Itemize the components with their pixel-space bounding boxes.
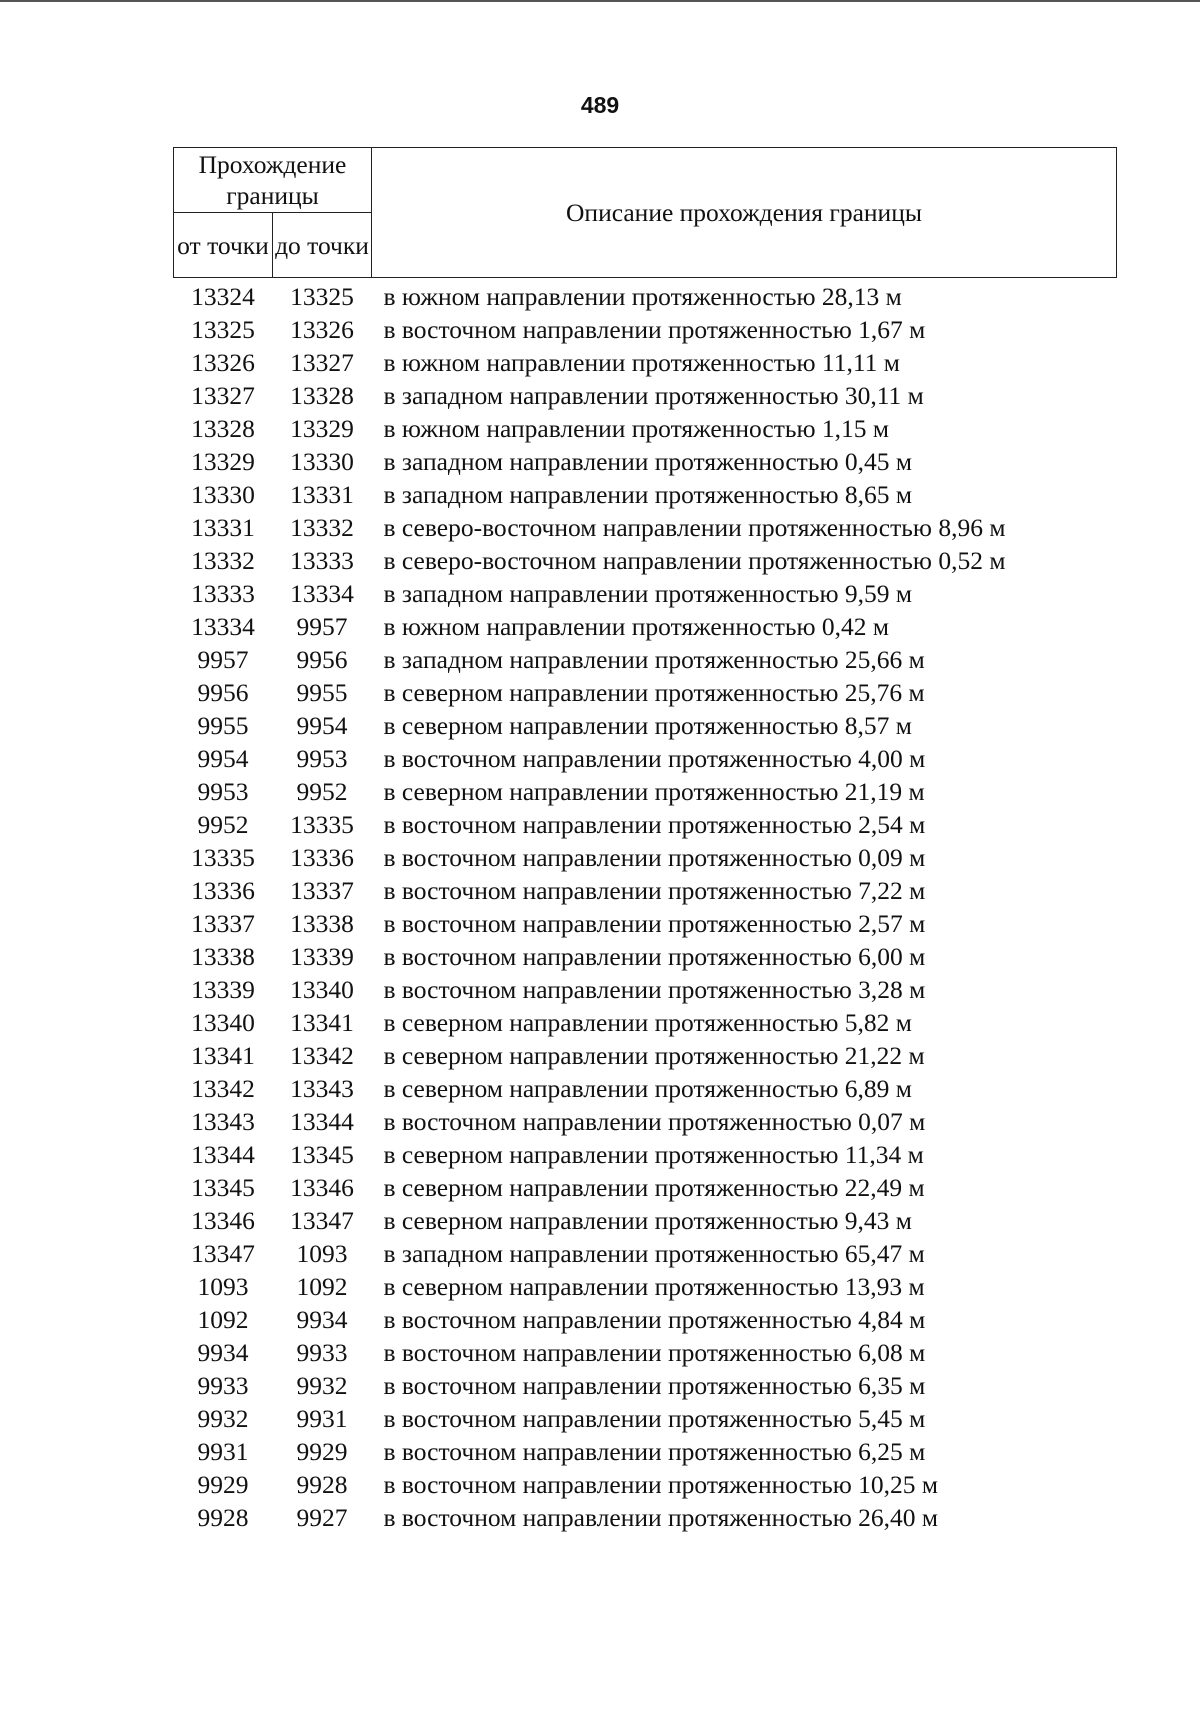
- to-point-cell: 13340: [290, 975, 354, 1004]
- from-point-cell: 13324: [191, 282, 255, 311]
- header-description: Описание прохождения границы: [372, 148, 1117, 278]
- description-cell: в восточном направлении протяженностью 4,84 м: [383, 1305, 926, 1334]
- description-cell: в восточном направлении протяженностью 6,08 м: [383, 1338, 926, 1367]
- description-cell: в западном направлении протяженностью 30,11 м: [383, 381, 924, 410]
- description-cell: в северо-восточном направлении протяженностью 0,52 м: [383, 546, 1006, 575]
- description-cell: в восточном направлении протяженностью 2,54 м: [383, 810, 926, 839]
- description-cell: в южном направлении протяженностью 0,42 м: [383, 612, 890, 641]
- from-point-cell: 13337: [191, 909, 255, 938]
- from-point-cell: 13343: [191, 1107, 255, 1136]
- table-row: [174, 445, 1117, 478]
- to-point-cell: 9927: [296, 1503, 348, 1532]
- from-point-cell: 13325: [191, 315, 255, 344]
- table-row: [174, 1336, 1117, 1369]
- table-row: [174, 577, 1117, 610]
- table-row: [174, 379, 1117, 412]
- table-row: [174, 742, 1117, 775]
- table-row: [174, 940, 1117, 973]
- from-point-cell: 9957: [197, 645, 249, 674]
- description-cell: в восточном направлении протяженностью 5,45 м: [383, 1404, 926, 1433]
- from-point-cell: 13330: [191, 480, 255, 509]
- to-point-cell: 1092: [296, 1272, 348, 1301]
- to-point-cell: 13343: [290, 1074, 354, 1103]
- description-cell: в северном направлении протяженностью 21,22 м: [383, 1041, 925, 1070]
- from-point-cell: 9953: [197, 777, 249, 806]
- description-cell: в восточном направлении протяженностью 6,00 м: [383, 942, 926, 971]
- to-point-cell: 13339: [290, 942, 354, 971]
- from-point-cell: 1093: [197, 1272, 249, 1301]
- to-point-cell: 13337: [290, 876, 354, 905]
- description-cell: в северном направлении протяженностью 9,43 м: [383, 1206, 912, 1235]
- description-cell: в восточном направлении протяженностью 10,25 м: [383, 1470, 939, 1499]
- to-point-cell: 1093: [296, 1239, 348, 1268]
- to-point-cell: 13328: [290, 381, 354, 410]
- to-point-cell: 9928: [296, 1470, 348, 1499]
- to-point-cell: 13341: [290, 1008, 354, 1037]
- to-point-cell: 9954: [296, 711, 348, 740]
- table-row: [174, 610, 1117, 643]
- table-row: [174, 1138, 1117, 1171]
- to-point-cell: 13327: [290, 348, 354, 377]
- to-point-cell: 13325: [290, 282, 354, 311]
- from-point-cell: 13338: [191, 942, 255, 971]
- description-cell: в западном направлении протяженностью 8,65 м: [383, 480, 913, 509]
- from-point-cell: 9932: [197, 1404, 249, 1433]
- description-cell: в восточном направлении протяженностью 0,07 м: [383, 1107, 926, 1136]
- table-row: [174, 1435, 1117, 1468]
- page-top-edge: [0, 0, 1200, 2]
- table-row: [174, 1171, 1117, 1204]
- description-cell: в южном направлении протяженностью 28,13 м: [383, 282, 902, 311]
- from-point-cell: 13329: [191, 447, 255, 476]
- from-point-cell: 1092: [197, 1305, 249, 1334]
- from-point-cell: 13327: [191, 381, 255, 410]
- description-cell: в западном направлении протяженностью 9,59 м: [383, 579, 913, 608]
- table-row: [174, 544, 1117, 577]
- description-cell: в восточном направлении протяженностью 1,67 м: [383, 315, 926, 344]
- table-row: [174, 808, 1117, 841]
- table-row: [174, 1402, 1117, 1435]
- description-cell: в северном направлении протяженностью 8,57 м: [383, 711, 912, 740]
- description-cell: в восточном направлении протяженностью 7,22 м: [383, 876, 926, 905]
- from-point-cell: 13346: [191, 1206, 255, 1235]
- to-point-cell: 9957: [296, 612, 348, 641]
- from-point-cell: 13336: [191, 876, 255, 905]
- to-point-cell: 13345: [290, 1140, 354, 1169]
- to-point-cell: 13326: [290, 315, 354, 344]
- header-from-point: от точки: [174, 213, 273, 278]
- to-point-cell: 13331: [290, 480, 354, 509]
- table-row: [174, 874, 1117, 907]
- table-row: [174, 775, 1117, 808]
- table-row: [174, 841, 1117, 874]
- table-header: [174, 148, 1117, 278]
- table-row: [174, 1468, 1117, 1501]
- to-point-cell: 13333: [290, 546, 354, 575]
- header-boundary-passage: Прохождение границы: [174, 148, 372, 213]
- to-point-cell: 9953: [296, 744, 348, 773]
- from-point-cell: 13328: [191, 414, 255, 443]
- to-point-cell: 9932: [296, 1371, 348, 1400]
- description-cell: в северо-восточном направлении протяженностью 8,96 м: [383, 513, 1006, 542]
- table-row: [174, 1072, 1117, 1105]
- from-point-cell: 13342: [191, 1074, 255, 1103]
- table-row: [174, 1369, 1117, 1402]
- table-row: [174, 676, 1117, 709]
- to-point-cell: 13344: [290, 1107, 354, 1136]
- description-cell: в восточном направлении протяженностью 6,35 м: [383, 1371, 926, 1400]
- to-point-cell: 13338: [290, 909, 354, 938]
- description-cell: в восточном направлении протяженностью 3,28 м: [383, 975, 926, 1004]
- to-point-cell: 9952: [296, 777, 348, 806]
- page-number: 489: [580, 92, 620, 118]
- description-cell: в восточном направлении протяженностью 2,57 м: [383, 909, 926, 938]
- table-row: [174, 1303, 1117, 1336]
- description-cell: в северном направлении протяженностью 5,82 м: [383, 1008, 912, 1037]
- to-point-cell: 13336: [290, 843, 354, 872]
- description-cell: в северном направлении протяженностью 11,34 м: [383, 1140, 924, 1169]
- from-point-cell: 9929: [197, 1470, 249, 1499]
- description-cell: в западном направлении протяженностью 0,45 м: [383, 447, 913, 476]
- table-body: [174, 278, 1117, 1535]
- description-cell: в западном направлении протяженностью 25,66 м: [383, 645, 925, 674]
- to-point-cell: 9934: [296, 1305, 348, 1334]
- from-point-cell: 13331: [191, 513, 255, 542]
- from-point-cell: 13335: [191, 843, 255, 872]
- to-point-cell: 9955: [296, 678, 348, 707]
- table-row: [174, 1105, 1117, 1138]
- from-point-cell: 9928: [197, 1503, 249, 1532]
- from-point-cell: 13326: [191, 348, 255, 377]
- to-point-cell: 13334: [290, 579, 354, 608]
- from-point-cell: 13333: [191, 579, 255, 608]
- description-cell: в восточном направлении протяженностью 0,09 м: [383, 843, 926, 872]
- table-row: [174, 278, 1117, 314]
- to-point-cell: 9956: [296, 645, 348, 674]
- description-cell: в западном направлении протяженностью 65,47 м: [383, 1239, 925, 1268]
- from-point-cell: 13341: [191, 1041, 255, 1070]
- from-point-cell: 9954: [197, 744, 249, 773]
- table-row: [174, 1270, 1117, 1303]
- table-row: [174, 313, 1117, 346]
- table-row: [174, 1039, 1117, 1072]
- from-point-cell: 13344: [191, 1140, 255, 1169]
- from-point-cell: 13345: [191, 1173, 255, 1202]
- from-point-cell: 9931: [197, 1437, 249, 1466]
- table-row: [174, 412, 1117, 445]
- from-point-cell: 9933: [197, 1371, 249, 1400]
- description-cell: в северном направлении протяженностью 22,49 м: [383, 1173, 925, 1202]
- to-point-cell: 9929: [296, 1437, 348, 1466]
- description-cell: в северном направлении протяженностью 21,19 м: [383, 777, 925, 806]
- table-row: [174, 1501, 1117, 1534]
- to-point-cell: 9931: [296, 1404, 348, 1433]
- from-point-cell: 13340: [191, 1008, 255, 1037]
- to-point-cell: 13332: [290, 513, 354, 542]
- table-row: [174, 709, 1117, 742]
- description-cell: в восточном направлении протяженностью 6,25 м: [383, 1437, 926, 1466]
- to-point-cell: 9933: [296, 1338, 348, 1367]
- description-cell: в восточном направлении протяженностью 26,40 м: [383, 1503, 939, 1532]
- from-point-cell: 13347: [191, 1239, 255, 1268]
- boundary-table: [173, 147, 1117, 1534]
- table-row: [174, 511, 1117, 544]
- description-cell: в восточном направлении протяженностью 4,00 м: [383, 744, 926, 773]
- from-point-cell: 9952: [197, 810, 249, 839]
- description-cell: в южном направлении протяженностью 11,11 м: [383, 348, 900, 377]
- table-row: [174, 973, 1117, 1006]
- to-point-cell: 13346: [290, 1173, 354, 1202]
- from-point-cell: 9934: [197, 1338, 249, 1367]
- table-row: [174, 907, 1117, 940]
- description-cell: в северном направлении протяженностью 13,93 м: [383, 1272, 925, 1301]
- table-row: [174, 643, 1117, 676]
- to-point-cell: 13330: [290, 447, 354, 476]
- to-point-cell: 13329: [290, 414, 354, 443]
- description-cell: в южном направлении протяженностью 1,15 м: [383, 414, 890, 443]
- from-point-cell: 13339: [191, 975, 255, 1004]
- table-row: [174, 346, 1117, 379]
- header-to-point: до точки: [273, 213, 372, 278]
- to-point-cell: 13342: [290, 1041, 354, 1070]
- description-cell: в северном направлении протяженностью 6,89 м: [383, 1074, 912, 1103]
- table-row: [174, 478, 1117, 511]
- to-point-cell: 13347: [290, 1206, 354, 1235]
- table-row: [174, 1237, 1117, 1270]
- to-point-cell: 13335: [290, 810, 354, 839]
- from-point-cell: 13332: [191, 546, 255, 575]
- table-row: [174, 1006, 1117, 1039]
- from-point-cell: 9955: [197, 711, 249, 740]
- table-row: [174, 1204, 1117, 1237]
- from-point-cell: 13334: [191, 612, 255, 641]
- from-point-cell: 9956: [197, 678, 249, 707]
- description-cell: в северном направлении протяженностью 25,76 м: [383, 678, 925, 707]
